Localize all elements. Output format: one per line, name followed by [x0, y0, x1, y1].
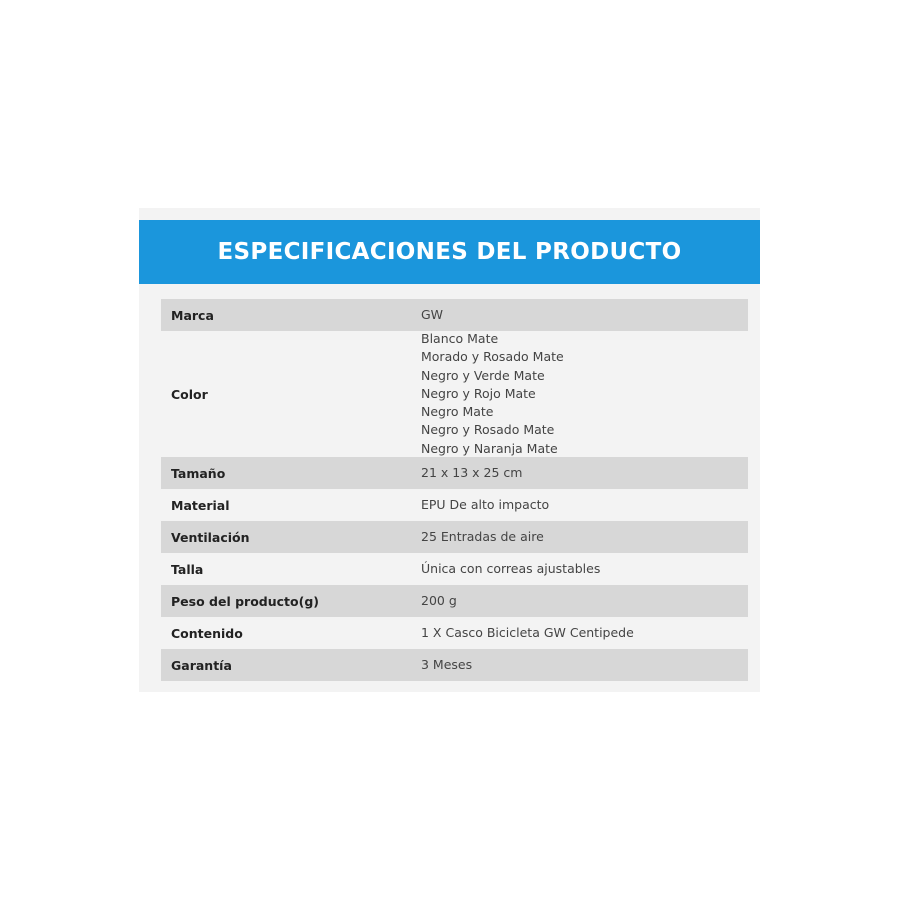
- spec-row-color: [161, 331, 748, 457]
- spec-row-talla: [161, 553, 748, 585]
- spec-value: 25 Entradas de aire: [421, 528, 544, 544]
- spec-banner: [139, 220, 760, 284]
- spec-label: Color: [171, 386, 208, 402]
- spec-row-ventilacion: [161, 521, 748, 553]
- spec-row-contenido: [161, 617, 748, 649]
- color-option: Negro y Rosado Mate: [421, 422, 555, 438]
- spec-row-garantia: [161, 649, 748, 681]
- banner-title: ESPECIFICACIONES DEL PRODUCTO: [217, 239, 682, 265]
- spec-row-marca: [161, 299, 748, 331]
- spec-label: Talla: [171, 561, 204, 577]
- color-option: Negro y Naranja Mate: [421, 440, 558, 456]
- spec-label: Tamaño: [171, 465, 226, 481]
- spec-label: Peso del producto(g): [171, 593, 319, 609]
- spec-value: 3 Meses: [421, 656, 473, 672]
- color-option: Blanco Mate: [421, 330, 499, 346]
- spec-row-peso: [161, 585, 748, 617]
- color-options-list: [421, 330, 748, 458]
- spec-label: Garantía: [171, 657, 232, 673]
- spec-table: [161, 299, 748, 681]
- spec-value: 200 g: [421, 592, 457, 608]
- spec-label: Material: [171, 497, 230, 513]
- color-option: Negro y Verde Mate: [421, 367, 545, 383]
- color-option: Negro y Rojo Mate: [421, 385, 536, 401]
- spec-row-tamano: [161, 457, 748, 489]
- spec-value: 1 X Casco Bicicleta GW Centipede: [421, 624, 634, 640]
- spec-row-material: [161, 489, 748, 521]
- spec-label: Contenido: [171, 625, 243, 641]
- color-option: Morado y Rosado Mate: [421, 349, 564, 365]
- spec-card: [139, 208, 760, 692]
- spec-label: Ventilación: [171, 529, 250, 545]
- spec-value: GW: [421, 306, 444, 322]
- spec-value: 21 x 13 x 25 cm: [421, 464, 523, 480]
- spec-label: Marca: [171, 307, 214, 323]
- spec-value: Única con correas ajustables: [421, 560, 601, 576]
- spec-value: EPU De alto impacto: [421, 496, 550, 512]
- color-option: Negro Mate: [421, 404, 494, 420]
